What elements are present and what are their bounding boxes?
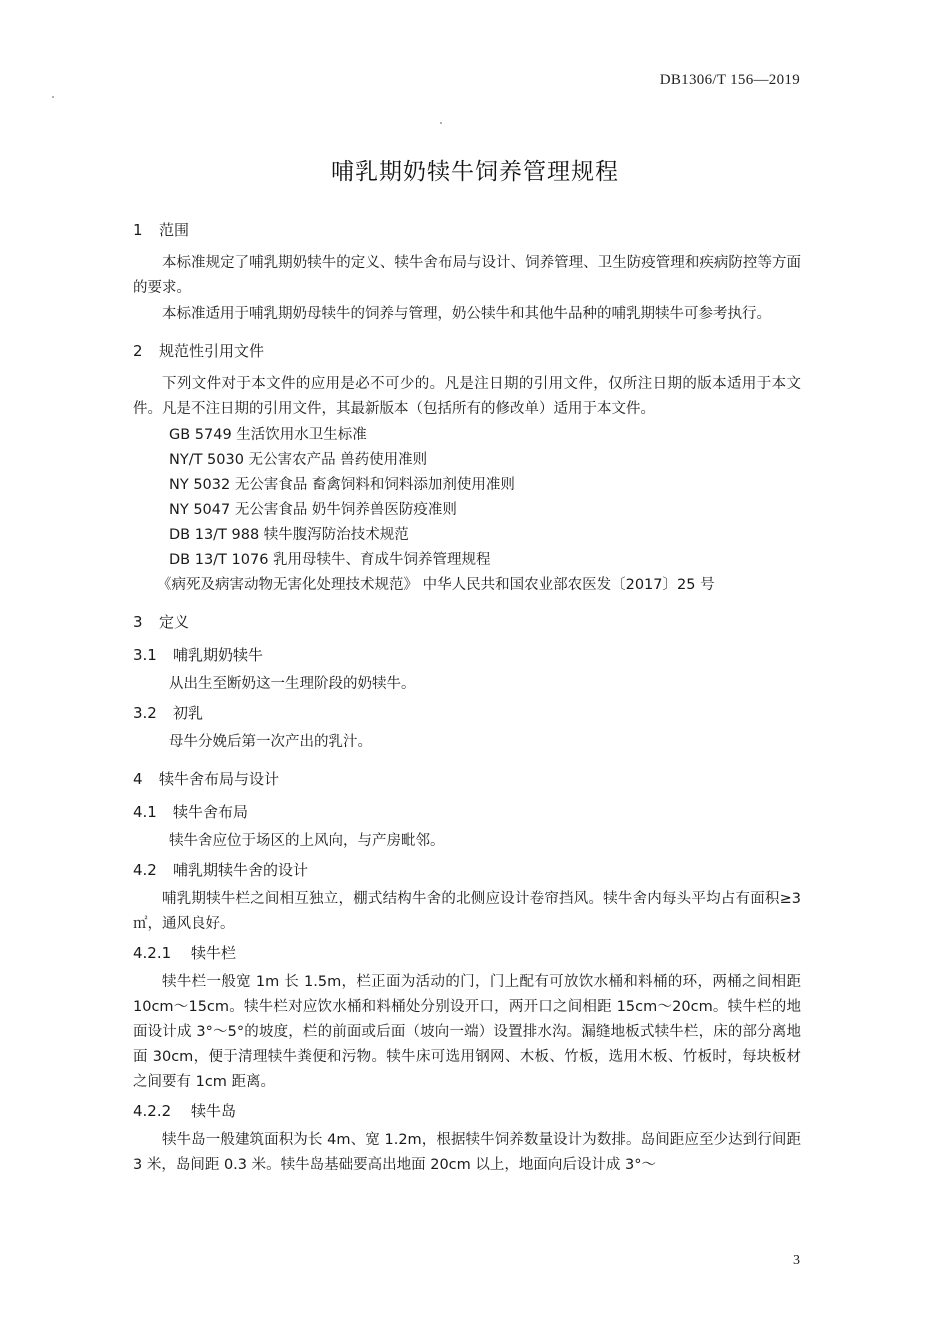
section-4-2-paragraph: 哺乳期犊牛栏之间相互独立，棚式结构牛舍的北侧应设计卷帘挡风。犊牛舍内每头平均占有面积≥3 ㎡，通风良好。: [133, 891, 801, 932]
section-1-heading: 1 范围: [133, 221, 190, 239]
section-4-1-heading: 4.1 犊牛舍布局: [133, 803, 249, 821]
definition-3-1-heading: 3.1 哺乳期奶犊牛: [133, 646, 264, 664]
scan-speck: [52, 96, 54, 98]
section-1-paragraph: 本标准规定了哺乳期奶犊牛的定义、犊牛舍布局与设计、饲养管理、卫生防疫管理和疾病防控等方面的要求。: [133, 255, 801, 296]
section-4-heading: 4 犊牛舍布局与设计: [133, 770, 280, 788]
reference-item: DB 13/T 988 犊牛腹泻防治技术规范: [169, 527, 409, 543]
page-number: 3: [793, 1253, 800, 1268]
reference-item: 《病死及病害动物无害化处理技术规范》 中华人民共和国农业部农医发〔2017〕25 号: [157, 577, 715, 593]
reference-item: NY 5032 无公害食品 畜禽饲料和饲料添加剂使用准则: [169, 477, 515, 493]
page-title: 哺乳期奶犊牛饲养管理规程: [331, 159, 619, 185]
section-4-2-heading: 4.2 哺乳期犊牛舍的设计: [133, 861, 309, 879]
section-4-1-text: 犊牛舍应位于场区的上风向，与产房毗邻。: [169, 833, 445, 849]
section-4-2-2-paragraph: 犊牛岛一般建筑面积为长 4m、宽 1.2m，根据犊牛饲养数量设计为数排。岛间距应至少达到行间距 3 米，岛间距 0.3 米。犊牛岛基础要高出地面 20cm 以上，地面向后设计成 3°～: [133, 1132, 801, 1173]
section-4-2-1-heading: 4.2.1 犊牛栏: [133, 944, 237, 962]
section-1-paragraph: 本标准适用于哺乳期奶母犊牛的饲养与管理，奶公犊牛和其他牛品种的哺乳期犊牛可参考执行。: [162, 306, 771, 322]
section-2-paragraph: 下列文件对于本文件的应用是必不可少的。凡是注日期的引用文件，仅所注日期的版本适用于本文件。凡是不注日期的引用文件，其最新版本（包括所有的修改单）适用于本文件。: [133, 376, 801, 417]
section-4-2-1-paragraph: 犊牛栏一般宽 1m 长 1.5m，栏正面为活动的门，门上配有可放饮水桶和料桶的环，两桶之间相距 10cm～15cm。犊牛栏对应饮水桶和料桶处分别设开口，两开口之间相距 15cm～20cm。犊牛栏的地面设计成 3°～5°的坡度，栏的前面或后面（坡向一端）设置排水沟。漏缝地板式犊牛栏，床的部分离地面 30cm，便于清理犊牛粪便和污物。犊牛床可选用钢网、木板、竹板，选用木板、竹板时，每块板材之间要有 1cm 距离。: [133, 974, 801, 1090]
reference-item: NY 5047 无公害食品 奶牛饲养兽医防疫准则: [169, 502, 457, 518]
document-body: [133, 218, 801, 1179]
document-code: DB1306/T 156—2019: [659, 72, 800, 88]
definition-3-1-text: 从出生至断奶这一生理阶段的奶犊牛。: [169, 676, 416, 692]
section-2-heading: 2 规范性引用文件: [133, 342, 265, 360]
section-3-heading: 3 定义: [133, 613, 190, 631]
scan-speck: [440, 122, 442, 124]
reference-item: GB 5749 生活饮用水卫生标准: [169, 427, 367, 443]
reference-item: DB 13/T 1076 乳用母犊牛、育成牛饲养管理规程: [169, 552, 491, 568]
section-4-2-2-heading: 4.2.2 犊牛岛: [133, 1102, 237, 1120]
reference-item: NY/T 5030 无公害农产品 兽药使用准则: [169, 452, 428, 468]
definition-3-2-text: 母牛分娩后第一次产出的乳汁。: [169, 734, 372, 750]
definition-3-2-heading: 3.2 初乳: [133, 704, 204, 722]
